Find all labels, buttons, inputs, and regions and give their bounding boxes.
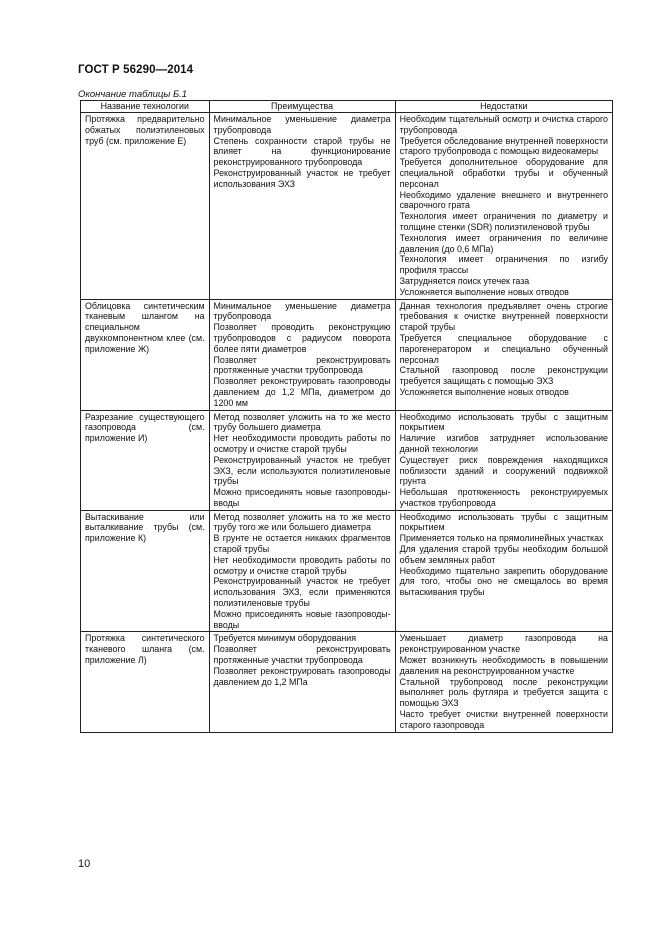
- advantage-item: Минимальное уменьшение диаметра трубопровода: [213, 300, 391, 322]
- disadvantages-cell: [395, 510, 612, 632]
- advantage-item: Требуется минимум оборудования: [213, 633, 357, 644]
- advantage-item: Реконструированный участок не требует использования ЭХЗ, если применяются полиэтиленовые трубы: [213, 576, 391, 609]
- disadvantage-item: Стальной газопровод после реконструкции требуется защищать с помощью ЭХЗ: [399, 365, 608, 387]
- advantages-cell: [209, 299, 395, 410]
- disadvantages-cell: [395, 632, 612, 732]
- advantage-item: Нет необходимости проводить работы по осмотру и очистке старой трубы: [213, 433, 391, 454]
- document-header: ГОСТ Р 56290—2014: [78, 64, 194, 76]
- table-row: [81, 410, 613, 510]
- advantage-item: Метод позволяет уложить на то же место трубу того же или большего диаметра: [213, 511, 391, 533]
- advantage-item: Можно присоединять новые газопроводы-вводы: [213, 608, 391, 630]
- advantage-item: Реконструированный участок не требует ЭХЗ, если используются полиэтиленовые трубы: [213, 454, 391, 487]
- advantages-cell: [209, 410, 395, 510]
- column-header-disadvantages: Недостатки: [395, 101, 612, 113]
- technology-cell: Вытаскивание или выталкивание трубы (см. приложение К): [81, 510, 210, 632]
- advantage-item: Метод позволяет уложить на то же место трубу большего диаметра: [213, 411, 391, 433]
- disadvantage-item: Стальной трубопровод после реконструкции выполняет роль футляра и требуется защита с помощью ЭХЗ: [399, 676, 608, 709]
- table-row: [81, 113, 613, 300]
- advantage-item: Позволяет проводить реконструкцию трубопроводов с радиусом поворота более пяти диаметров: [213, 322, 391, 354]
- disadvantage-item: Небольшая протяженность реконструируемых участков трубопровода: [399, 487, 608, 508]
- technology-cell: Облицовка синтетическим тканевым шлангом на специальном двухкомпонентном клее (см. приложение Ж): [81, 299, 210, 410]
- disadvantages-cell: [395, 410, 612, 510]
- disadvantage-item: Технология имеет ограничения по величине давления (до 0,6 МПа): [399, 232, 608, 254]
- advantage-item: Позволяет реконструировать протяженные участки трубопровода: [213, 354, 391, 376]
- disadvantage-item: Технология имеет ограничения по диаметру и толщине стенки (SDR) полиэтиленовой трубы: [399, 211, 608, 232]
- advantage-item: Степень сохранности старой трубы не влияет на функционирование реконструированного трубопровода: [213, 135, 391, 168]
- column-header-technology: Название технологии: [81, 101, 210, 113]
- disadvantage-item: Необходимо тщательно закрепить оборудование для того, чтобы оно не смещалось во время вытаскивания трубы: [399, 565, 608, 598]
- disadvantages-cell: [395, 299, 612, 410]
- disadvantage-item: Для удаления старой трубы необходим большой объем земляных работ: [399, 544, 608, 565]
- advantage-item: Минимальное уменьшение диаметра трубопровода: [213, 114, 391, 135]
- disadvantage-item: Данная технология предъявляет очень строгие требования к очистке внутренней поверхности старой трубы: [399, 300, 608, 333]
- disadvantage-item: Требуется обследование внутренней поверхности старого трубопровода с помощью видеокамеры: [399, 135, 608, 157]
- table-row: [81, 632, 613, 732]
- advantage-item: Позволяет реконструировать протяженные участки трубопровода: [213, 644, 391, 666]
- technology-cell: Разрезание существующего газопровода (см. приложение И): [81, 410, 210, 510]
- advantages-cell: [209, 113, 395, 300]
- disadvantage-item: Необходимо удаление внешнего и внутреннего сварочного грата: [399, 189, 608, 211]
- disadvantage-item: Необходимо использовать трубы с защитным покрытием: [399, 511, 608, 533]
- disadvantage-item: Требуется дополнительное оборудование для специальной обработки трубы и обученный персонал: [399, 157, 608, 189]
- advantage-item: Нет необходимости проводить работы по осмотру и очистке старой трубы: [213, 554, 391, 576]
- table-header-row: [81, 101, 613, 113]
- column-header-advantages: Преимущества: [209, 101, 395, 113]
- disadvantage-item: Часто требует очистки внутренней поверхности старого газопровода: [399, 709, 608, 730]
- disadvantages-cell: [395, 113, 612, 300]
- technology-comparison-table: [80, 100, 613, 733]
- disadvantage-item: Необходимо использовать трубы с защитным покрытием: [399, 411, 608, 433]
- disadvantage-item: Усложняется выполнение новых отводов: [399, 386, 569, 397]
- advantage-item: Можно присоединять новые газопроводы-вводы: [213, 487, 391, 508]
- technology-cell: Протяжка синтетического тканевого шланга (см. приложение Л): [81, 632, 210, 732]
- technology-cell: Протяжка предварительно обжатых полиэтиленовых труб (см. приложение Е): [81, 113, 210, 300]
- disadvantage-item: Может возникнуть необходимость в повышении давления на реконструированном участке: [399, 655, 608, 676]
- disadvantage-item: Необходим тщательный осмотр и очистка старого трубопровода: [399, 114, 608, 135]
- disadvantage-item: Затрудняется поиск утечек газа: [399, 275, 530, 286]
- advantages-cell: [209, 632, 395, 732]
- disadvantage-item: Усложняется выполнение новых отводов: [399, 286, 569, 297]
- table-row: [81, 510, 613, 632]
- disadvantage-item: Применяется только на прямолинейных участках: [399, 533, 604, 544]
- page-number: 10: [78, 858, 91, 870]
- advantages-cell: [209, 510, 395, 632]
- table-caption: Окончание таблицы Б.1: [78, 89, 188, 100]
- disadvantage-item: Требуется специальное оборудование с парогенератором и специально обученный персонал: [399, 332, 608, 365]
- disadvantage-item: Наличие изгибов затрудняет использование данной технологии: [399, 433, 608, 454]
- disadvantage-item: Технология имеет ограничения по изгибу профиля трассы: [399, 254, 608, 276]
- advantage-item: Позволяет реконструировать газопроводы давлением до 1,2 МПа, диаметром до 1200 мм: [213, 376, 391, 408]
- advantage-item: В грунте не остается никаких фрагментов старой трубы: [213, 533, 391, 555]
- advantage-item: Позволяет реконструировать газопроводы давлением до 1,2 МПа: [213, 665, 391, 687]
- disadvantage-item: Уменьшает диаметр газопровода на реконструированном участке: [399, 633, 608, 655]
- disadvantage-item: Существует риск повреждения находящихся поблизости зданий и сооружений подвижкой грунта: [399, 454, 608, 487]
- table-row: [81, 299, 613, 410]
- advantage-item: Реконструированный участок не требует использования ЭХЗ: [213, 167, 391, 189]
